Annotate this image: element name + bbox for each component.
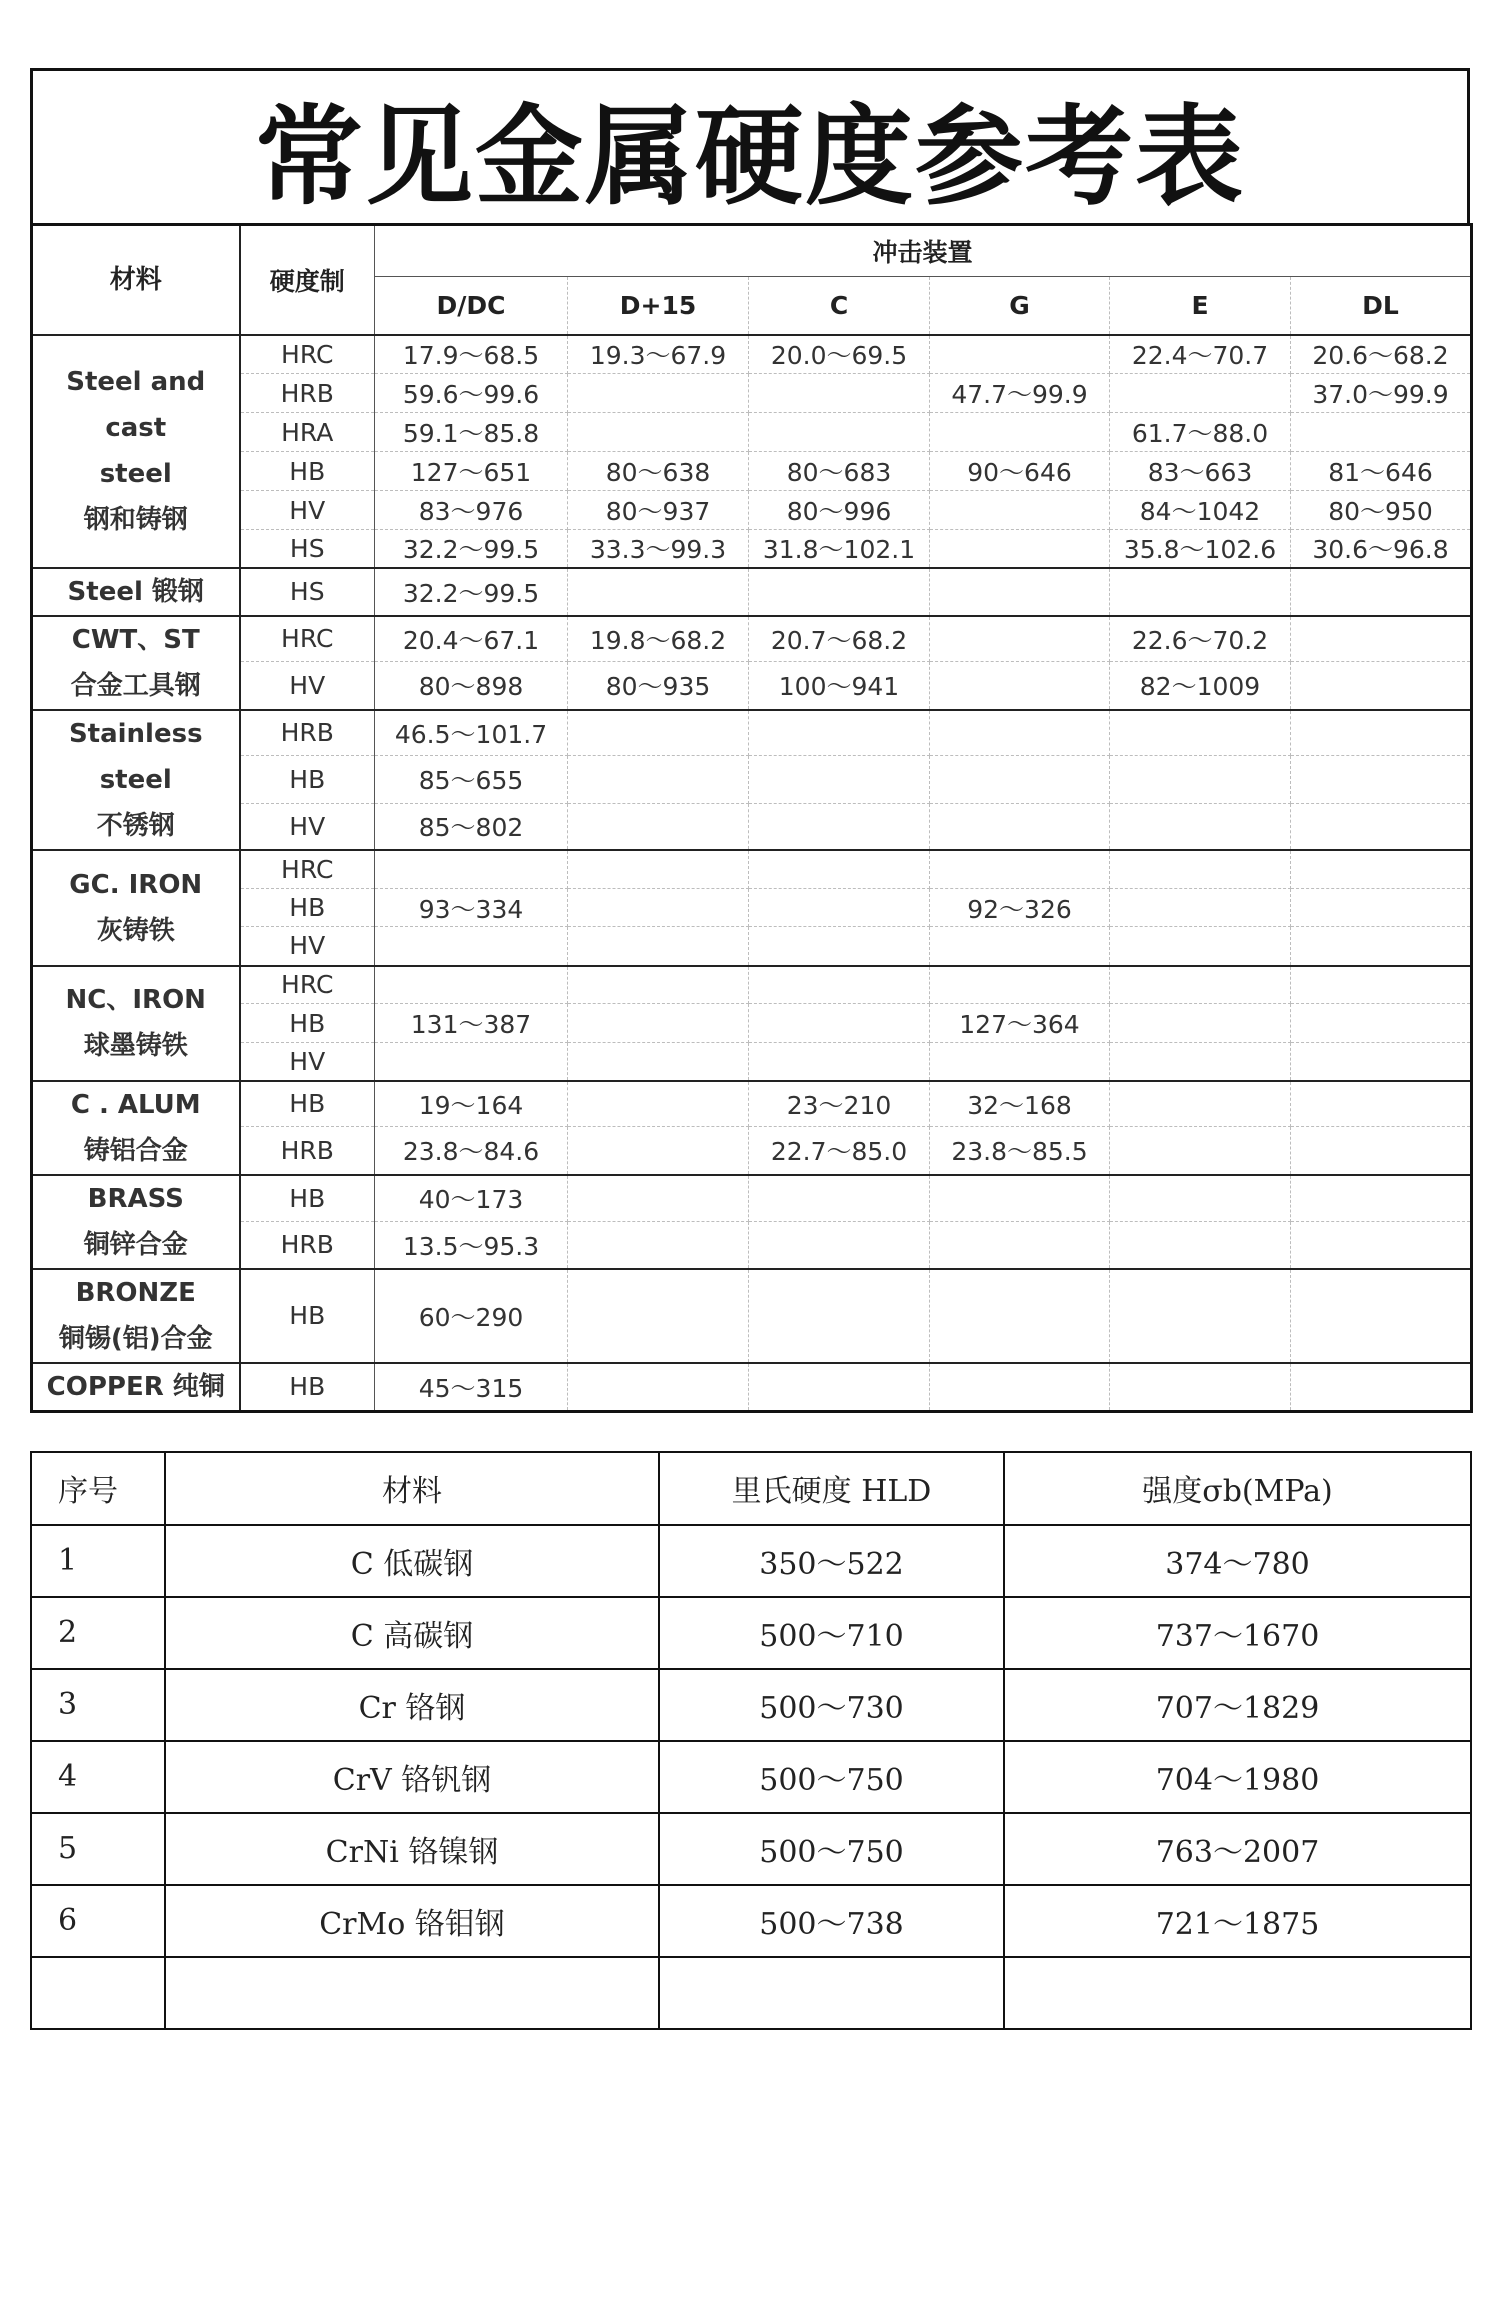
hardness-range-cell: [1110, 1043, 1291, 1081]
material-label: 铜锌合金: [83, 1229, 188, 1260]
table-row: [31, 1885, 1471, 1957]
table-row: [31, 1957, 1471, 2029]
hardness-range-cell: [568, 889, 749, 927]
hardness-range-cell: [568, 1269, 749, 1363]
hardness-system-cell: HRB: [240, 1127, 375, 1175]
strength-cell: 350～522: [659, 1525, 1004, 1597]
strength-cell: 4: [31, 1741, 165, 1813]
header-material: 材料: [32, 225, 240, 335]
header-hardness-system: 硬度制: [240, 225, 375, 335]
hardness-system-cell: HB: [240, 1004, 375, 1043]
hardness-range-cell: 84～1042: [1110, 491, 1291, 530]
table-row: [32, 1004, 1472, 1043]
table-row: [32, 1081, 1472, 1127]
hardness-system-cell: HV: [240, 927, 375, 966]
material-label: Steel 锻钢: [67, 576, 204, 607]
hardness-range-cell: [1291, 803, 1472, 849]
hardness-range-cell: 37.0～99.9: [1291, 374, 1472, 413]
hardness-range-cell: [749, 710, 930, 756]
table-row: [32, 803, 1472, 849]
hardness-range-cell: [1291, 662, 1472, 710]
strength-cell: 6: [31, 1885, 165, 1957]
strength-header: 里氏硬度 HLD: [659, 1452, 1004, 1525]
hardness-range-cell: [568, 803, 749, 849]
hardness-system-cell: HS: [240, 568, 375, 616]
hardness-range-cell: [930, 413, 1110, 452]
hardness-range-cell: [1110, 1175, 1291, 1222]
hardness-system-cell: HB: [240, 1081, 375, 1127]
device-header: DL: [1291, 277, 1472, 335]
title-box: [30, 68, 1470, 223]
hardness-range-cell: [930, 1043, 1110, 1081]
strength-cell: 2: [31, 1597, 165, 1669]
hardness-range-cell: [1110, 850, 1291, 889]
hardness-range-cell: 131～387: [375, 1004, 568, 1043]
strength-cell: 1: [31, 1525, 165, 1597]
hardness-range-cell: [1110, 889, 1291, 927]
hardness-range-cell: 23.8～84.6: [375, 1127, 568, 1175]
table-row: [32, 335, 1472, 374]
hardness-range-cell: [1110, 1127, 1291, 1175]
hardness-range-cell: [930, 850, 1110, 889]
table-row: [32, 1127, 1472, 1175]
hardness-range-cell: 45～315: [375, 1363, 568, 1412]
device-header: E: [1110, 277, 1291, 335]
hardness-range-cell: 22.7～85.0: [749, 1127, 930, 1175]
table-row: [32, 889, 1472, 927]
strength-cell: C 高碳钢: [165, 1597, 659, 1669]
strength-cell: 500～730: [659, 1669, 1004, 1741]
hardness-range-cell: [568, 1363, 749, 1412]
hardness-range-cell: [1110, 756, 1291, 803]
table-row: [32, 1363, 1472, 1412]
hardness-range-cell: 90～646: [930, 452, 1110, 491]
hardness-system-cell: HRB: [240, 710, 375, 756]
hardness-range-cell: [1291, 1175, 1472, 1222]
hardness-system-cell: HV: [240, 1043, 375, 1081]
hardness-system-cell: HRB: [240, 1222, 375, 1269]
hardness-range-cell: [749, 374, 930, 413]
table-row: [31, 1669, 1471, 1741]
device-header: G: [930, 277, 1110, 335]
hardness-range-cell: 80～937: [568, 491, 749, 530]
strength-cell: 500～750: [659, 1741, 1004, 1813]
hardness-range-cell: [749, 850, 930, 889]
table-row: [32, 966, 1472, 1004]
hardness-range-cell: [930, 1222, 1110, 1269]
hardness-range-cell: [1291, 568, 1472, 616]
hardness-reference-sheet: [30, 68, 1470, 2030]
hardness-range-cell: [568, 1004, 749, 1043]
table-row: [32, 491, 1472, 530]
strength-cell: [31, 1957, 165, 2029]
hardness-range-cell: [375, 966, 568, 1004]
hardness-system-cell: HRC: [240, 335, 375, 374]
hardness-range-cell: 23～210: [749, 1081, 930, 1127]
hardness-range-cell: 100～941: [749, 662, 930, 710]
material-label: 球墨铸铁: [83, 1031, 188, 1061]
hardness-table: [30, 223, 1473, 1413]
hardness-range-cell: [1110, 710, 1291, 756]
table-row: [32, 413, 1472, 452]
hardness-range-cell: [568, 756, 749, 803]
hardness-range-cell: [1291, 1043, 1472, 1081]
hardness-system-cell: HRC: [240, 616, 375, 662]
hardness-range-cell: [930, 568, 1110, 616]
hardness-range-cell: 33.3～99.3: [568, 530, 749, 568]
strength-header: 材料: [165, 1452, 659, 1525]
hardness-range-cell: [749, 413, 930, 452]
hardness-range-cell: 32～168: [930, 1081, 1110, 1127]
device-header: D/DC: [375, 277, 568, 335]
strength-cell: C 低碳钢: [165, 1525, 659, 1597]
hardness-range-cell: [1291, 966, 1472, 1004]
hardness-system-cell: HB: [240, 452, 375, 491]
hardness-range-cell: [568, 1222, 749, 1269]
hardness-range-cell: [568, 850, 749, 889]
hardness-range-cell: [1110, 1004, 1291, 1043]
hardness-range-cell: [749, 1222, 930, 1269]
hardness-range-cell: [1291, 1363, 1472, 1412]
strength-cell: CrV 铬钒钢: [165, 1741, 659, 1813]
hardness-range-cell: [930, 1363, 1110, 1412]
hardness-range-cell: [1110, 568, 1291, 616]
strength-cell: 500～738: [659, 1885, 1004, 1957]
table-row: [32, 927, 1472, 966]
table-row: [32, 530, 1472, 568]
hardness-range-cell: 60～290: [375, 1269, 568, 1363]
hardness-range-cell: [749, 1175, 930, 1222]
table-row: [32, 452, 1472, 491]
strength-cell: CrMo 铬钼钢: [165, 1885, 659, 1957]
hardness-range-cell: 13.5～95.3: [375, 1222, 568, 1269]
hardness-system-cell: HB: [240, 1269, 375, 1363]
hardness-range-cell: 20.6～68.2: [1291, 335, 1472, 374]
table-row: [31, 1741, 1471, 1813]
hardness-range-cell: 127～364: [930, 1004, 1110, 1043]
material-cell: [32, 966, 240, 1081]
hardness-range-cell: [749, 1043, 930, 1081]
strength-cell: [165, 1957, 659, 2029]
hardness-range-cell: [930, 1269, 1110, 1363]
hardness-range-cell: 35.8～102.6: [1110, 530, 1291, 568]
material-cell: [32, 1269, 240, 1363]
hardness-range-cell: [930, 710, 1110, 756]
hardness-range-cell: [930, 616, 1110, 662]
header-impact-device: 冲击装置: [375, 225, 1472, 277]
hardness-range-cell: 20.4～67.1: [375, 616, 568, 662]
hardness-range-cell: [1291, 1222, 1472, 1269]
hardness-range-cell: [568, 1043, 749, 1081]
strength-cell: 704～1980: [1004, 1741, 1471, 1813]
hardness-range-cell: [1110, 803, 1291, 849]
material-cell: [32, 710, 240, 850]
hardness-range-cell: [930, 1175, 1110, 1222]
hardness-range-cell: 20.0～69.5: [749, 335, 930, 374]
table-row: [32, 1175, 1472, 1222]
hardness-range-cell: 40～173: [375, 1175, 568, 1222]
hardness-range-cell: 93～334: [375, 889, 568, 927]
hardness-range-cell: 19～164: [375, 1081, 568, 1127]
table-row: [32, 616, 1472, 662]
hardness-range-cell: 59.6～99.6: [375, 374, 568, 413]
strength-cell: 737～1670: [1004, 1597, 1471, 1669]
hardness-range-cell: [375, 1043, 568, 1081]
hardness-range-cell: [749, 803, 930, 849]
strength-cell: 763～2007: [1004, 1813, 1471, 1885]
hardness-range-cell: 23.8～85.5: [930, 1127, 1110, 1175]
hardness-range-cell: [1291, 850, 1472, 889]
strength-cell: 721～1875: [1004, 1885, 1471, 1957]
hardness-range-cell: [749, 756, 930, 803]
material-label: 钢和铸钢: [83, 505, 188, 535]
hardness-range-cell: 22.6～70.2: [1110, 616, 1291, 662]
hardness-range-cell: [375, 850, 568, 889]
hardness-range-cell: 127～651: [375, 452, 568, 491]
hardness-range-cell: 80～935: [568, 662, 749, 710]
hardness-range-cell: 81～646: [1291, 452, 1472, 491]
hardness-range-cell: [1110, 966, 1291, 1004]
hardness-range-cell: 19.8～68.2: [568, 616, 749, 662]
table-row: [32, 1043, 1472, 1081]
hardness-range-cell: [1291, 1127, 1472, 1175]
hardness-range-cell: 32.2～99.5: [375, 568, 568, 616]
hardness-system-cell: HV: [240, 803, 375, 849]
hardness-range-cell: [930, 530, 1110, 568]
material-label: CWT、ST: [71, 624, 200, 655]
material-label: steel: [99, 459, 172, 489]
strength-cell: [659, 1957, 1004, 2029]
strength-cell: 3: [31, 1669, 165, 1741]
hardness-range-cell: [1291, 927, 1472, 966]
strength-table: [30, 1451, 1472, 2030]
hardness-range-cell: [568, 1175, 749, 1222]
hardness-range-cell: [749, 927, 930, 966]
hardness-range-cell: [930, 662, 1110, 710]
hardness-system-cell: HB: [240, 756, 375, 803]
hardness-range-cell: [930, 335, 1110, 374]
table-row: [31, 1597, 1471, 1669]
material-cell: [32, 1081, 240, 1175]
strength-cell: 374～780: [1004, 1525, 1471, 1597]
hardness-system-cell: HB: [240, 889, 375, 927]
hardness-range-cell: [568, 966, 749, 1004]
hardness-range-cell: 80～996: [749, 491, 930, 530]
hardness-system-cell: HS: [240, 530, 375, 568]
table-row: [31, 1525, 1471, 1597]
hardness-range-cell: [749, 568, 930, 616]
strength-cell: 500～750: [659, 1813, 1004, 1885]
hardness-range-cell: 59.1～85.8: [375, 413, 568, 452]
material-label: steel: [99, 764, 172, 795]
page-title: 常见金属硬度参考表: [254, 94, 1245, 220]
strength-cell: Cr 铬钢: [165, 1669, 659, 1741]
strength-cell: 500～710: [659, 1597, 1004, 1669]
hardness-range-cell: [568, 413, 749, 452]
table-row: [32, 850, 1472, 889]
material-label: Stainless: [68, 718, 203, 749]
device-header: D+15: [568, 277, 749, 335]
hardness-range-cell: [1291, 710, 1472, 756]
hardness-range-cell: [1291, 616, 1472, 662]
hardness-range-cell: 20.7～68.2: [749, 616, 930, 662]
hardness-system-cell: HRC: [240, 966, 375, 1004]
material-label: NC、IRON: [65, 985, 206, 1015]
material-label: GC. IRON: [69, 869, 203, 900]
hardness-system-cell: HRA: [240, 413, 375, 452]
table-row: [32, 756, 1472, 803]
hardness-system-cell: HV: [240, 662, 375, 710]
strength-cell: 707～1829: [1004, 1669, 1471, 1741]
table-row: [31, 1813, 1471, 1885]
hardness-range-cell: [749, 1004, 930, 1043]
hardness-range-cell: [1110, 1269, 1291, 1363]
material-cell: [32, 1363, 240, 1412]
hardness-range-cell: [930, 803, 1110, 849]
table-row: [32, 1269, 1472, 1363]
hardness-range-cell: 61.7～88.0: [1110, 413, 1291, 452]
hardness-range-cell: [749, 966, 930, 1004]
material-cell: [32, 335, 240, 568]
hardness-range-cell: [1110, 1081, 1291, 1127]
material-label: BRONZE: [75, 1277, 196, 1308]
hardness-range-cell: [1291, 1269, 1472, 1363]
material-cell: [32, 1175, 240, 1269]
hardness-system-cell: HB: [240, 1175, 375, 1222]
hardness-range-cell: 30.6～96.8: [1291, 530, 1472, 568]
hardness-range-cell: 82～1009: [1110, 662, 1291, 710]
hardness-system-cell: HV: [240, 491, 375, 530]
hardness-range-cell: [930, 927, 1110, 966]
hardness-range-cell: 85～802: [375, 803, 568, 849]
hardness-range-cell: [930, 491, 1110, 530]
hardness-range-cell: [749, 1269, 930, 1363]
hardness-system-cell: HB: [240, 1363, 375, 1412]
material-label: 灰铸铁: [96, 915, 175, 946]
hardness-range-cell: 22.4～70.7: [1110, 335, 1291, 374]
table-row: [32, 1222, 1472, 1269]
material-label: Steel and cast: [66, 367, 206, 443]
strength-header: 序号: [31, 1452, 165, 1525]
table-row: [32, 568, 1472, 616]
hardness-range-cell: 19.3～67.9: [568, 335, 749, 374]
hardness-system-cell: HRC: [240, 850, 375, 889]
table-row: [32, 710, 1472, 756]
hardness-range-cell: [568, 568, 749, 616]
device-header: C: [749, 277, 930, 335]
material-label: COPPER 纯铜: [46, 1371, 225, 1402]
strength-header: 强度σb(MPa): [1004, 1452, 1471, 1525]
hardness-system-cell: HRB: [240, 374, 375, 413]
hardness-range-cell: 80～898: [375, 662, 568, 710]
hardness-range-cell: [1291, 756, 1472, 803]
hardness-range-cell: [1110, 374, 1291, 413]
hardness-range-cell: 17.9～68.5: [375, 335, 568, 374]
material-label: 不锈钢: [96, 810, 175, 841]
hardness-range-cell: [568, 710, 749, 756]
hardness-range-cell: 80～638: [568, 452, 749, 491]
strength-cell: CrNi 铬镍钢: [165, 1813, 659, 1885]
hardness-range-cell: 85～655: [375, 756, 568, 803]
hardness-range-cell: 83～663: [1110, 452, 1291, 491]
hardness-range-cell: [1291, 1004, 1472, 1043]
material-label: BRASS: [87, 1183, 184, 1214]
hardness-range-cell: [1110, 927, 1291, 966]
strength-cell: [1004, 1957, 1471, 2029]
hardness-range-cell: [1291, 413, 1472, 452]
table-row: [32, 662, 1472, 710]
hardness-range-cell: 80～683: [749, 452, 930, 491]
hardness-range-cell: 46.5～101.7: [375, 710, 568, 756]
hardness-range-cell: 31.8～102.1: [749, 530, 930, 568]
material-cell: [32, 850, 240, 966]
hardness-range-cell: [1110, 1222, 1291, 1269]
hardness-range-cell: [749, 1363, 930, 1412]
hardness-range-cell: 32.2～99.5: [375, 530, 568, 568]
hardness-range-cell: [1291, 1081, 1472, 1127]
hardness-range-cell: [1110, 1363, 1291, 1412]
hardness-range-cell: 92～326: [930, 889, 1110, 927]
hardness-range-cell: 47.7～99.9: [930, 374, 1110, 413]
material-label: 合金工具钢: [70, 670, 201, 701]
hardness-range-cell: 83～976: [375, 491, 568, 530]
strength-cell: 5: [31, 1813, 165, 1885]
hardness-range-cell: [930, 756, 1110, 803]
material-label: 铸铝合金: [83, 1135, 188, 1166]
hardness-range-cell: [930, 966, 1110, 1004]
table-row: [32, 374, 1472, 413]
hardness-range-cell: [568, 1081, 749, 1127]
material-cell: [32, 568, 240, 616]
hardness-range-cell: [375, 927, 568, 966]
material-label: C . ALUM: [70, 1089, 201, 1120]
hardness-range-cell: [749, 889, 930, 927]
hardness-range-cell: [568, 927, 749, 966]
hardness-range-cell: [568, 1127, 749, 1175]
material-label: 铜锡(铝)合金: [58, 1323, 213, 1354]
hardness-range-cell: 80～950: [1291, 491, 1472, 530]
hardness-range-cell: [568, 374, 749, 413]
hardness-range-cell: [1291, 889, 1472, 927]
material-cell: [32, 616, 240, 710]
